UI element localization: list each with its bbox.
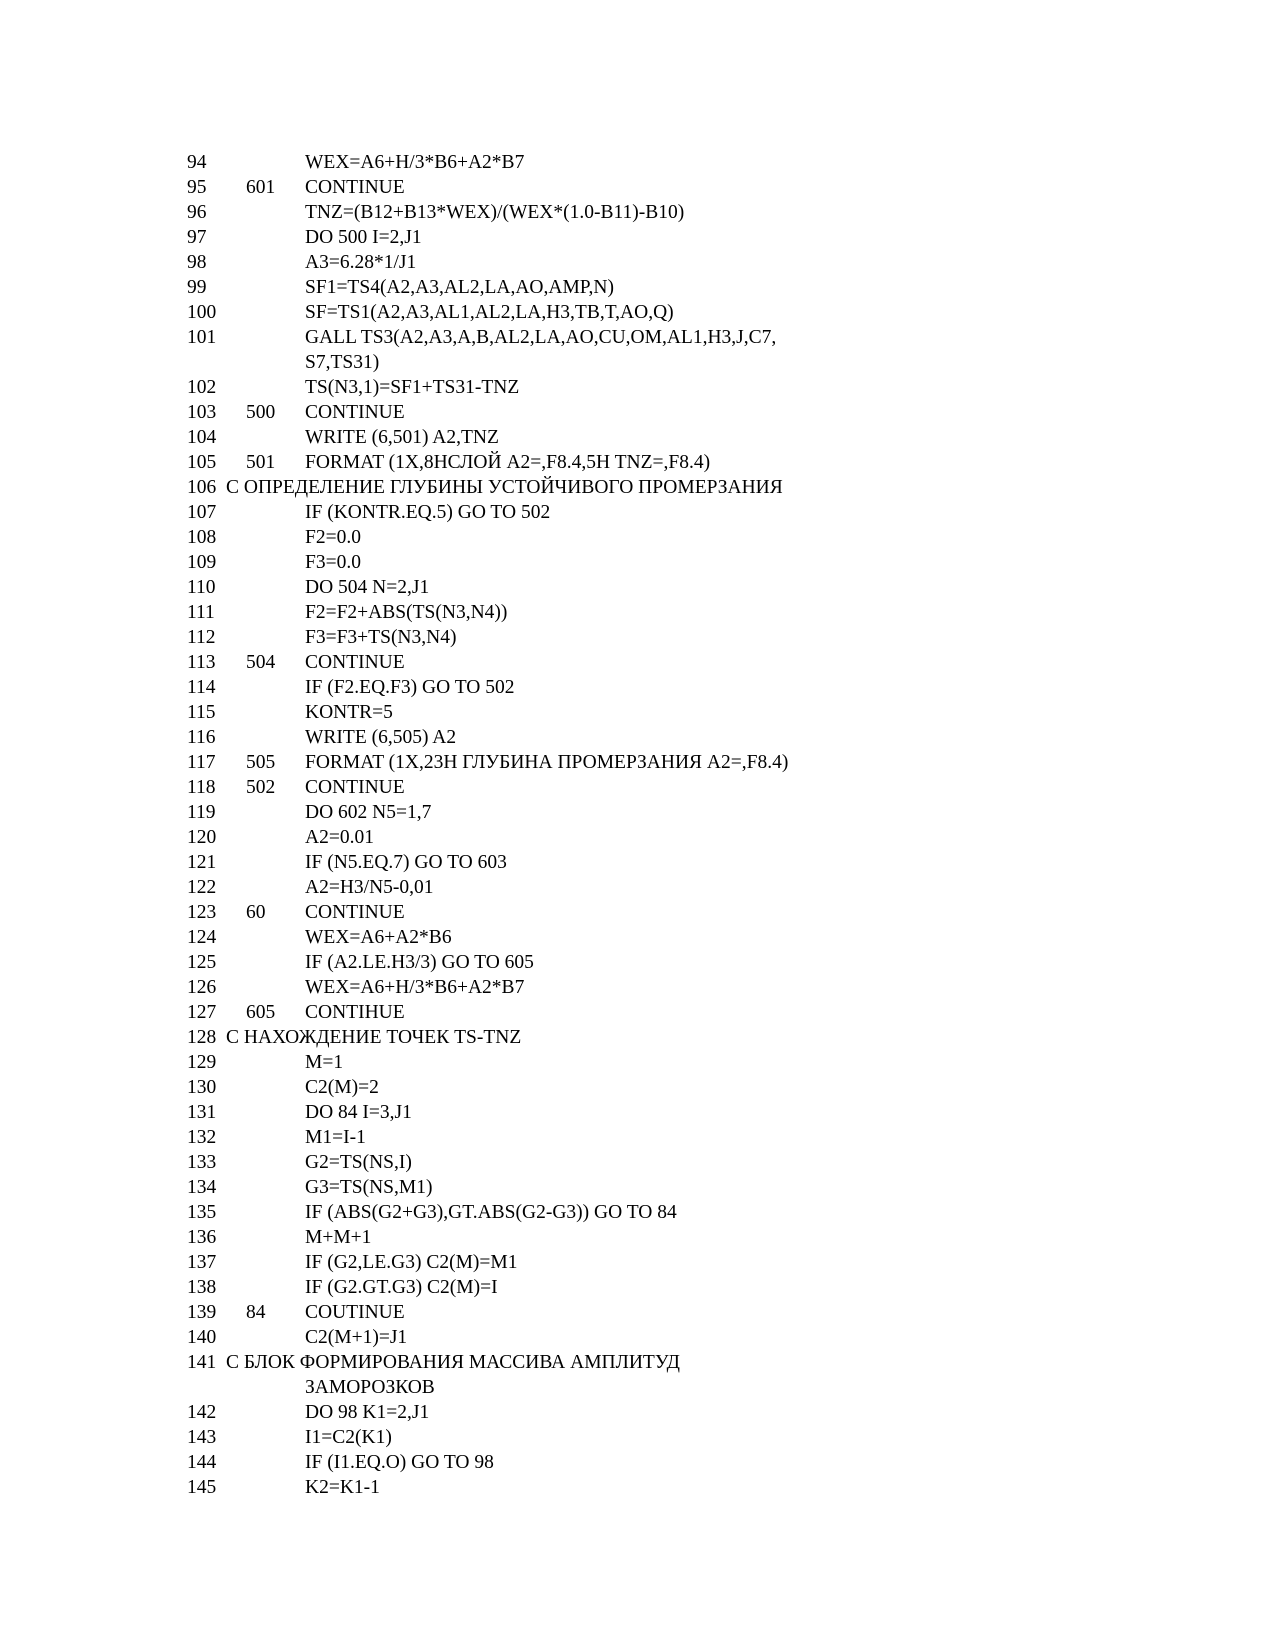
code-line <box>187 375 907 400</box>
line-number: 134 <box>187 1177 217 1198</box>
code-line <box>187 200 907 225</box>
code-line <box>187 1425 907 1450</box>
code-line <box>187 1175 907 1200</box>
line-number: 101 <box>187 327 217 348</box>
code-line <box>187 1250 907 1275</box>
code-line <box>187 225 907 250</box>
code-text: M+M+1 <box>305 1227 372 1248</box>
code-text: WEX=A6+H/3*B6+A2*B7 <box>305 977 525 998</box>
code-text: IF (A2.LE.H3/3) GO TO 605 <box>305 952 534 973</box>
line-number: 136 <box>187 1227 217 1248</box>
line-number: 94 <box>187 152 207 173</box>
comment-line <box>187 1025 907 1050</box>
code-line <box>187 300 907 325</box>
line-number: 135 <box>187 1202 217 1223</box>
code-text: M=1 <box>305 1052 344 1073</box>
code-text: CONTIHUE <box>305 1002 405 1023</box>
line-number: 116 <box>187 727 216 748</box>
code-text: IF (KONTR.EQ.5) GO TO 502 <box>305 502 551 523</box>
code-text: IF (N5.EQ.7) GO TO 603 <box>305 852 507 873</box>
code-line <box>187 325 907 375</box>
code-text: F3=0.0 <box>305 552 361 573</box>
code-text: C2(M)=2 <box>305 1077 379 1098</box>
code-line <box>187 275 907 300</box>
code-line <box>187 175 907 200</box>
code-text: DO 500 I=2,J1 <box>305 227 422 248</box>
code-text: CONTINUE <box>305 777 405 798</box>
code-text: CONTINUE <box>305 652 405 673</box>
line-number: 124 <box>187 927 217 948</box>
line-number: 133 <box>187 1152 217 1173</box>
line-number: 127 <box>187 1002 217 1023</box>
code-line <box>187 150 907 175</box>
code-text: WEX=A6+A2*B6 <box>305 927 452 948</box>
code-line <box>187 975 907 1000</box>
code-line <box>187 1200 907 1225</box>
line-number: 103 <box>187 402 217 423</box>
code-text: A2=H3/N5-0,01 <box>305 877 434 898</box>
comment-text: С ОПРЕДЕЛЕНИЕ ГЛУБИНЫ УСТОЙЧИВОГО ПРОМЕРЗАНИЯ <box>226 477 783 498</box>
code-text: G3=TS(NS,M1) <box>305 1177 433 1198</box>
line-number: 106 <box>187 477 217 498</box>
line-number: 132 <box>187 1127 217 1148</box>
code-line <box>187 550 907 575</box>
line-number: 117 <box>187 752 216 773</box>
code-line <box>187 1150 907 1175</box>
code-text: I1=C2(K1) <box>305 1427 392 1448</box>
line-number: 131 <box>187 1102 217 1123</box>
code-text: SF1=TS4(A2,A3,AL2,LA,AO,AMP,N) <box>305 277 614 298</box>
line-number: 129 <box>187 1052 217 1073</box>
code-line <box>187 700 907 725</box>
line-number: 125 <box>187 952 217 973</box>
code-text: IF (F2.EQ.F3) GO TO 502 <box>305 677 515 698</box>
statement-label: 502 <box>246 777 276 798</box>
line-number: 139 <box>187 1302 217 1323</box>
code-text: IF (I1.EQ.O) GO TO 98 <box>305 1452 494 1473</box>
code-text: IF (ABS(G2+G3),GT.ABS(G2-G3)) GO TO 84 <box>305 1202 677 1223</box>
line-number: 104 <box>187 427 217 448</box>
code-text: G2=TS(NS,I) <box>305 1152 412 1173</box>
code-line <box>187 650 907 675</box>
statement-label: 505 <box>246 752 276 773</box>
line-number: 109 <box>187 552 217 573</box>
code-line <box>187 825 907 850</box>
code-text: WEX=A6+H/3*B6+A2*B7 <box>305 152 525 173</box>
code-line <box>187 1075 907 1100</box>
statement-label: 60 <box>246 902 266 923</box>
code-text: DO 602 N5=1,7 <box>305 802 432 823</box>
comment-text: С НАХОЖДЕНИЕ ТОЧЕК TS-TNZ <box>226 1027 522 1048</box>
code-text: IF (G2,LE.G3) C2(M)=M1 <box>305 1252 518 1273</box>
line-number: 118 <box>187 777 216 798</box>
line-number: 102 <box>187 377 217 398</box>
code-text: KONTR=5 <box>305 702 393 723</box>
line-number: 130 <box>187 1077 217 1098</box>
code-line <box>187 425 907 450</box>
code-text: WRITE (6,501) A2,TNZ <box>305 427 499 448</box>
code-text: TNZ=(B12+B13*WEX)/(WEX*(1.0-B11)-B10) <box>305 202 685 223</box>
line-number: 142 <box>187 1402 217 1423</box>
code-text: IF (G2.GT.G3) C2(M)=I <box>305 1277 498 1298</box>
code-line <box>187 575 907 600</box>
line-number: 126 <box>187 977 217 998</box>
code-line <box>187 625 907 650</box>
code-text: DO 504 N=2,J1 <box>305 577 430 598</box>
code-line <box>187 1225 907 1250</box>
code-text: FORMAT (1X,23H ГЛУБИНА ПРОМЕРЗАНИЯ A2=,F8.4) <box>305 752 789 773</box>
line-number: 111 <box>187 602 215 623</box>
code-text: SF=TS1(A2,A3,AL1,AL2,LA,H3,TB,T,AO,Q) <box>305 302 674 323</box>
code-text: CONTINUE <box>305 902 405 923</box>
code-line <box>187 900 907 925</box>
code-text: TS(N3,1)=SF1+TS31-TNZ <box>305 377 520 398</box>
code-line <box>187 750 907 775</box>
line-number: 114 <box>187 677 216 698</box>
code-text: F2=0.0 <box>305 527 361 548</box>
code-line <box>187 400 907 425</box>
code-text: COUTINUE <box>305 1302 405 1323</box>
line-number: 112 <box>187 627 216 648</box>
line-number: 98 <box>187 252 207 273</box>
statement-label: 504 <box>246 652 276 673</box>
code-line <box>187 775 907 800</box>
line-number: 99 <box>187 277 207 298</box>
statement-label: 601 <box>246 177 276 198</box>
line-number: 121 <box>187 852 217 873</box>
comment-line <box>187 1350 907 1400</box>
line-number: 122 <box>187 877 217 898</box>
statement-label: 605 <box>246 1002 276 1023</box>
line-number: 113 <box>187 652 216 673</box>
code-text: K2=K1-1 <box>305 1477 380 1498</box>
code-line <box>187 450 907 475</box>
line-number: 145 <box>187 1477 217 1498</box>
statement-label: 500 <box>246 402 276 423</box>
line-number: 120 <box>187 827 217 848</box>
code-text: A2=0.01 <box>305 827 374 848</box>
code-text: A3=6.28*1/J1 <box>305 252 417 273</box>
code-line <box>187 875 907 900</box>
code-text: M1=I-1 <box>305 1127 366 1148</box>
line-number: 108 <box>187 527 217 548</box>
line-number: 97 <box>187 227 207 248</box>
code-line <box>187 1475 907 1500</box>
code-text: WRITE (6,505) A2 <box>305 727 457 748</box>
code-text: C2(M+1)=J1 <box>305 1327 408 1348</box>
code-line <box>187 500 907 525</box>
line-number: 119 <box>187 802 216 823</box>
line-number: 143 <box>187 1427 217 1448</box>
code-text: GALL TS3(A2,A3,A,B,AL2,LA,AO,CU,OM,AL1,H3,J,C7, S7,TS31) <box>305 327 777 373</box>
line-number: 107 <box>187 502 217 523</box>
line-number: 138 <box>187 1277 217 1298</box>
code-text: F2=F2+ABS(TS(N3,N4)) <box>305 602 508 623</box>
code-listing <box>187 150 907 1500</box>
code-line <box>187 1125 907 1150</box>
code-line <box>187 800 907 825</box>
line-number: 137 <box>187 1252 217 1273</box>
line-number: 110 <box>187 577 216 598</box>
line-number: 105 <box>187 452 217 473</box>
line-number: 115 <box>187 702 216 723</box>
line-number: 140 <box>187 1327 217 1348</box>
code-text: DO 84 I=3,J1 <box>305 1102 412 1123</box>
code-line <box>187 1050 907 1075</box>
code-line <box>187 675 907 700</box>
code-line <box>187 1400 907 1425</box>
code-text: CONTINUE <box>305 177 405 198</box>
comment-text: С БЛОК ФОРМИРОВАНИЯ МАССИВА АМПЛИТУД <box>226 1352 680 1373</box>
statement-label: 501 <box>246 452 276 473</box>
line-number: 100 <box>187 302 217 323</box>
code-line <box>187 1325 907 1350</box>
line-number: 141 <box>187 1352 217 1373</box>
code-line <box>187 1275 907 1300</box>
code-line <box>187 600 907 625</box>
code-line <box>187 1100 907 1125</box>
code-text: F3=F3+TS(N3,N4) <box>305 627 457 648</box>
comment-continuation: ЗАМОРОЗКОВ <box>305 1377 435 1398</box>
code-line <box>187 250 907 275</box>
code-text: DO 98 K1=2,J1 <box>305 1402 430 1423</box>
line-number: 95 <box>187 177 207 198</box>
line-number: 144 <box>187 1452 217 1473</box>
line-number: 128 <box>187 1027 217 1048</box>
code-line <box>187 1300 907 1325</box>
code-line <box>187 1000 907 1025</box>
statement-label: 84 <box>246 1302 266 1323</box>
code-line <box>187 725 907 750</box>
code-line <box>187 1450 907 1475</box>
comment-line <box>187 475 907 500</box>
code-line <box>187 950 907 975</box>
code-line <box>187 525 907 550</box>
code-text: CONTINUE <box>305 402 405 423</box>
code-line <box>187 925 907 950</box>
code-line <box>187 850 907 875</box>
line-number: 123 <box>187 902 217 923</box>
code-text: FORMAT (1X,8HСЛОЙ A2=,F8.4,5H TNZ=,F8.4) <box>305 452 711 473</box>
line-number: 96 <box>187 202 207 223</box>
